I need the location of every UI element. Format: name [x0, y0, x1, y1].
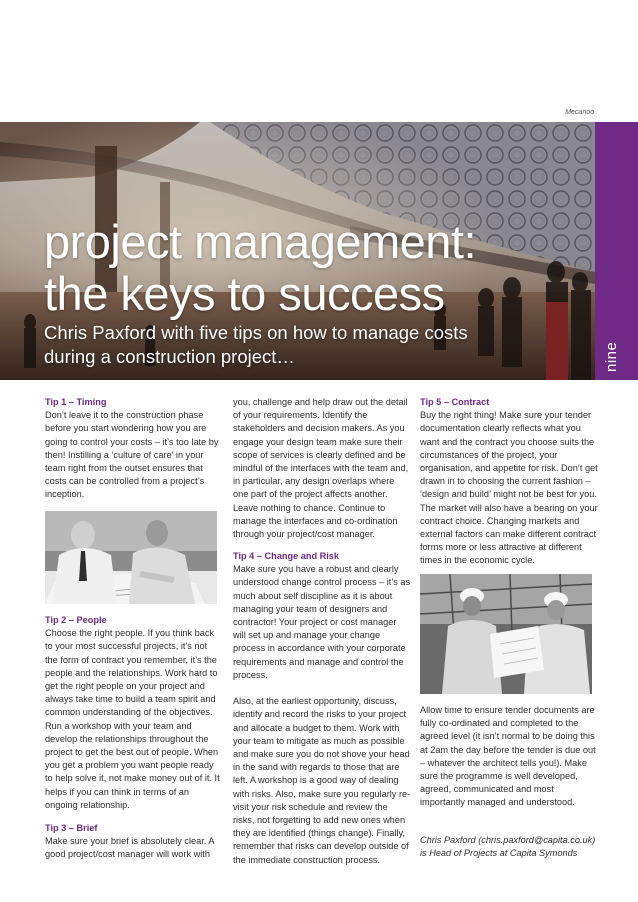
tip-1: [45, 396, 221, 502]
tip-2: [45, 614, 221, 812]
author-bio-line: Chris Paxford (chris.paxford@capita.co.uk): [420, 835, 596, 845]
subtitle-line: during a construction project…: [44, 346, 295, 367]
tip-body: Don’t leave it to the construction phase before you start wondering how you are going to control your costs – it’s too late by then! Instilling a ‘culture of care’ in your team right from the outset ensures that costs can be controlled from a project’s inception.: [45, 410, 219, 500]
tip-heading: Tip 2 – People: [45, 615, 107, 625]
tip-body: Choose the right people. If you think back to your most successful projects, it’s not the form of contract you remember, it’s the people and the relationships. Work hard to get the right people on your project and always take time to build a team spirit and common understanding of the objectives. Run a workshop with your team and develop the relationships throughout the project to get the best out of people. When you get a problem you want people ready to help solve it, not make money out of it. It helps if you can think in terms of an ongoing relationship.: [45, 628, 220, 810]
meeting-photo: [45, 511, 217, 604]
title-line: project management:: [44, 215, 477, 268]
tip-5: [420, 396, 598, 568]
title-line: the keys to success: [44, 267, 445, 320]
tip-heading: Tip 4 – Change and Risk: [233, 551, 340, 561]
section-tab-label: nine: [603, 341, 620, 372]
tip-3-continued: [233, 396, 411, 541]
author-bio-line: is Head of Projects at Capita Symonds: [420, 848, 578, 859]
tip-heading: Tip 5 – Contract: [420, 397, 490, 407]
photo-credit: Mecanoo: [565, 109, 594, 116]
page-title: [44, 216, 476, 320]
tip-body: you, challenge and help draw out the detail of your requirements. Identify the stakeholders and decision makers. As you engage your design team make sure their scope of services is clearly defined and be mindful of the interfaces with the team and, in particular, any design overlaps where one part of the project affects another. Leave nothing to chance. Continue to manage the interfaces and co-ordination through your project/cost manager.: [233, 397, 409, 540]
tip-heading: Tip 1 – Timing: [45, 397, 107, 407]
tip-heading: Tip 3 – Brief: [45, 823, 98, 833]
hero-banner: [0, 122, 595, 380]
author-bio: [420, 834, 598, 860]
tip-3: [45, 822, 221, 862]
tip-body: Allow time to ensure tender documents are fully co-ordinated and completed to the agreed level (it isn’t normal to be doing this at 2am the day before the tender is due out – whatever the architect tells you!). Make sure the programme is well developed, agreed, communicated and most importantly managed and understood.: [420, 705, 596, 808]
tip-4: [233, 550, 411, 867]
page-subtitle: [44, 321, 468, 369]
section-tab: [595, 122, 638, 380]
paragraph-gap: [233, 682, 411, 695]
subtitle-line: Chris Paxford with five tips on how to manage costs: [44, 322, 468, 343]
tip-body: Make sure your brief is absolutely clear. A good project/cost manager will work with: [45, 836, 215, 860]
tip-body: Make sure you have a robust and clearly understood change control process – it’s as much about self discipline as it is about managing your team of designers and contractor! Your project or cost manager will set up and manage your change process in accordance with your corporate requirements and manage and control the process.: [233, 564, 411, 680]
tip-5-continued: [420, 704, 598, 810]
site-workers-photo: [420, 574, 592, 694]
tip-body: Buy the right thing! Make sure your tender documentation clearly reflects what you want and the contract you choose suits the circumstances of the project, your organisation, and appetite for risk. Don’t get drawn in to choosing the current fashion – ‘design and build’ might not be best for you. The market will also have a bearing on your contract choice. Changing markets and external factors can make different contract forms more or less attractive at different times in the economic cycle.: [420, 410, 598, 566]
tip-body: Also, at the earliest opportunity, discuss, identify and record the risks to your project and allocate a budget to them. Work with your team to mitigate as much as possible and make sure you do not shove your head in the sand with regards to those that are left. A workshop is a good way of dealing with risks. Also, make sure you regularly re-visit your risk schedule and review the risks, not forgetting to add new ones when they are identified (things change). Finally, remember that risks can develop outside of the immediate construction process.: [233, 696, 411, 865]
